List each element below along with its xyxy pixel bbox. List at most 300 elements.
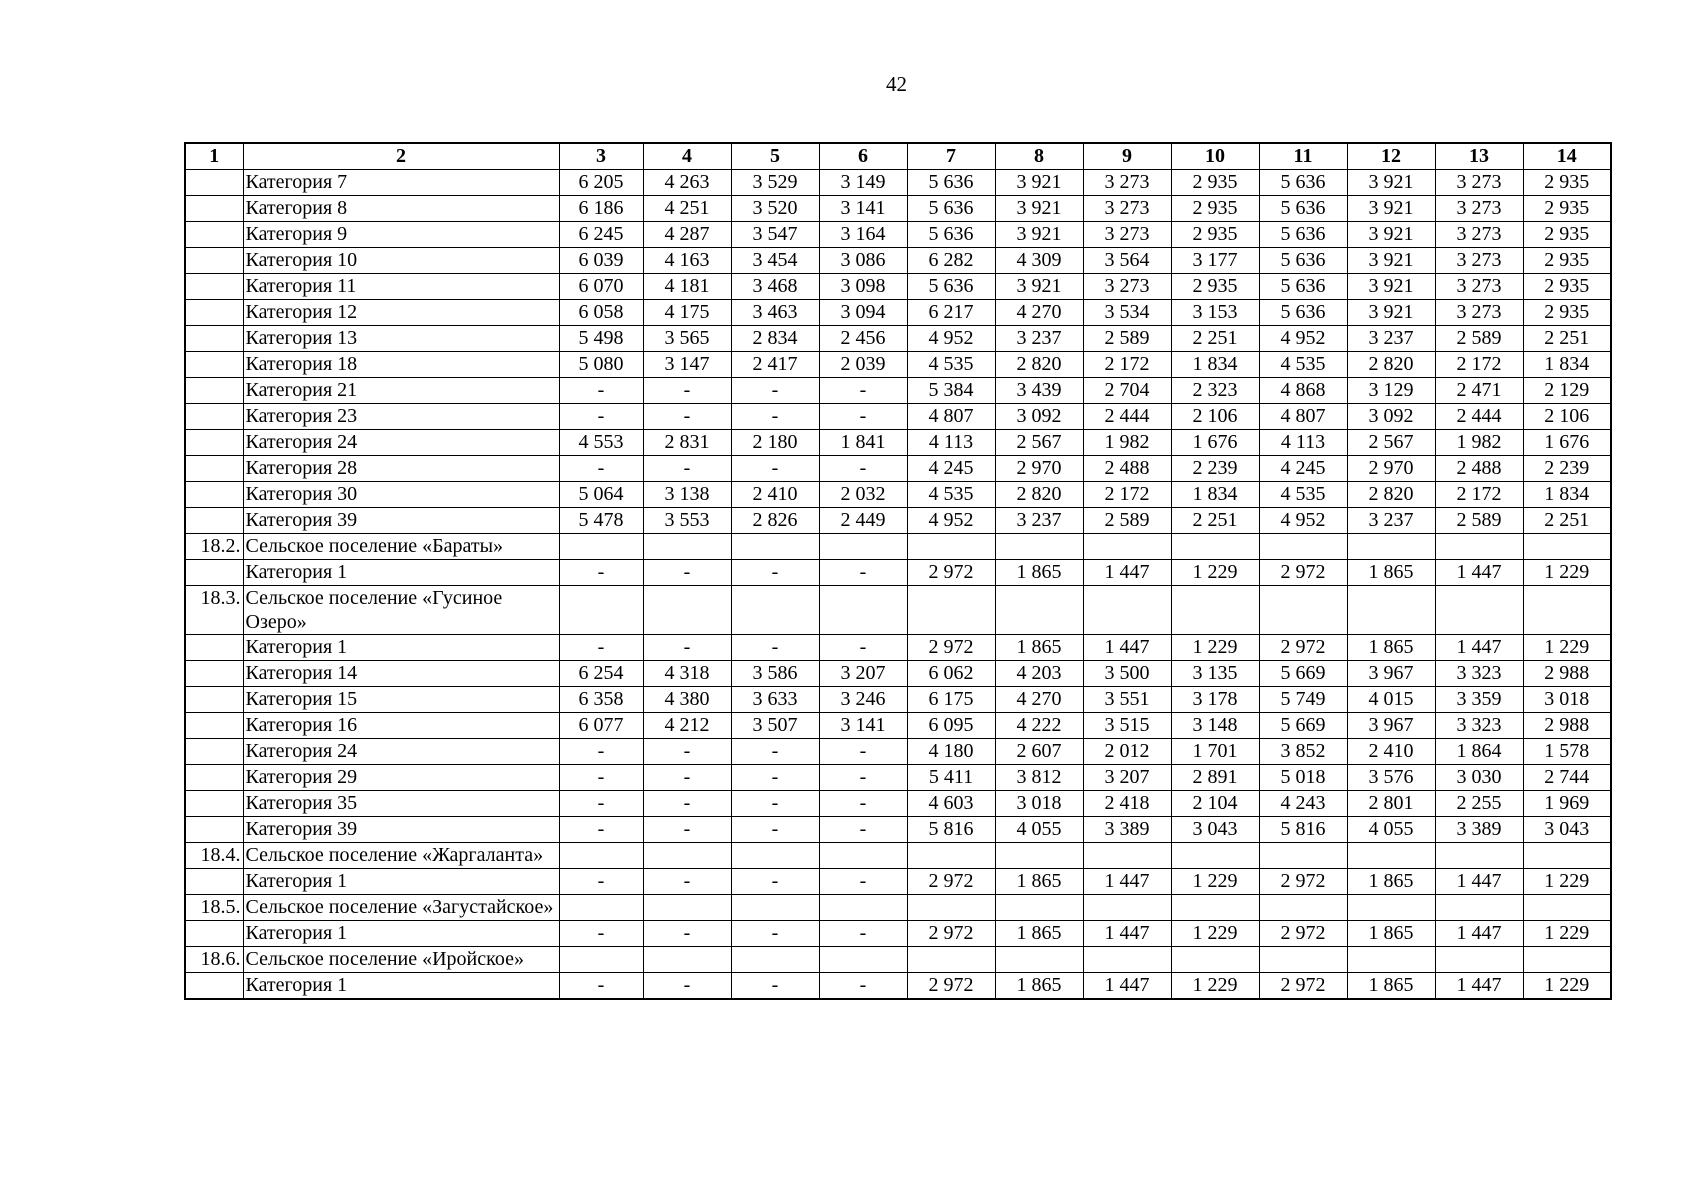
value-cell: 2 032 bbox=[819, 482, 907, 508]
value-cell: 2 826 bbox=[731, 508, 819, 534]
row-index bbox=[185, 869, 243, 895]
value-cell: - bbox=[731, 973, 819, 1000]
value-cell: 6 186 bbox=[559, 196, 643, 222]
value-cell: 4 807 bbox=[907, 404, 995, 430]
section-label: Сельское поселение «Бараты» bbox=[243, 534, 559, 560]
value-cell bbox=[1171, 586, 1259, 635]
row-index: 18.3. bbox=[185, 586, 243, 635]
section-row bbox=[185, 586, 1611, 635]
value-cell bbox=[1259, 534, 1347, 560]
value-cell: 2 820 bbox=[995, 482, 1083, 508]
value-cell bbox=[1259, 947, 1347, 973]
value-cell: 4 287 bbox=[643, 222, 731, 248]
value-cell bbox=[1523, 895, 1611, 921]
value-cell: 2 418 bbox=[1083, 791, 1171, 817]
value-cell: 5 636 bbox=[1259, 196, 1347, 222]
value-cell: - bbox=[643, 973, 731, 1000]
category-label: Категория 35 bbox=[243, 791, 559, 817]
tariff-table bbox=[184, 142, 1612, 1000]
value-cell: - bbox=[559, 456, 643, 482]
value-cell: 2 935 bbox=[1171, 196, 1259, 222]
value-cell: 2 567 bbox=[995, 430, 1083, 456]
row-index bbox=[185, 765, 243, 791]
value-cell: 3 463 bbox=[731, 300, 819, 326]
value-cell bbox=[643, 947, 731, 973]
value-cell: 3 237 bbox=[1347, 508, 1435, 534]
category-label: Категория 1 bbox=[243, 869, 559, 895]
value-cell: 2 970 bbox=[1347, 456, 1435, 482]
value-cell: 3 153 bbox=[1171, 300, 1259, 326]
value-cell: 2 251 bbox=[1523, 508, 1611, 534]
value-cell: 3 177 bbox=[1171, 248, 1259, 274]
value-cell bbox=[1259, 843, 1347, 869]
value-cell: 3 135 bbox=[1171, 661, 1259, 687]
value-cell bbox=[819, 843, 907, 869]
value-cell: 3 389 bbox=[1435, 817, 1523, 843]
value-cell bbox=[1435, 843, 1523, 869]
value-cell bbox=[907, 947, 995, 973]
value-cell: 4 807 bbox=[1259, 404, 1347, 430]
category-label: Категория 23 bbox=[243, 404, 559, 430]
value-cell: 2 970 bbox=[995, 456, 1083, 482]
value-cell: 1 229 bbox=[1171, 560, 1259, 586]
value-cell: 3 812 bbox=[995, 765, 1083, 791]
value-cell: 3 018 bbox=[1523, 687, 1611, 713]
value-cell: - bbox=[559, 791, 643, 817]
value-cell: 5 498 bbox=[559, 326, 643, 352]
value-cell bbox=[1083, 947, 1171, 973]
value-cell: 4 222 bbox=[995, 713, 1083, 739]
value-cell: - bbox=[731, 378, 819, 404]
table-row bbox=[185, 508, 1611, 534]
column-header: 9 bbox=[1083, 143, 1171, 170]
value-cell: 1 447 bbox=[1083, 973, 1171, 1000]
value-cell: 2 172 bbox=[1083, 482, 1171, 508]
value-cell: 3 500 bbox=[1083, 661, 1171, 687]
value-cell: 1 229 bbox=[1171, 921, 1259, 947]
row-index bbox=[185, 973, 243, 1000]
value-cell: 4 535 bbox=[907, 482, 995, 508]
value-cell: 4 263 bbox=[643, 170, 731, 196]
value-cell: 4 212 bbox=[643, 713, 731, 739]
value-cell: 3 273 bbox=[1083, 274, 1171, 300]
value-cell: 2 607 bbox=[995, 739, 1083, 765]
value-cell: - bbox=[559, 378, 643, 404]
column-header: 13 bbox=[1435, 143, 1523, 170]
value-cell: 4 055 bbox=[995, 817, 1083, 843]
value-cell: 2 039 bbox=[819, 352, 907, 378]
value-cell: 3 921 bbox=[995, 274, 1083, 300]
value-cell: 5 636 bbox=[1259, 300, 1347, 326]
value-cell: 5 749 bbox=[1259, 687, 1347, 713]
value-cell: 5 816 bbox=[907, 817, 995, 843]
value-cell: 3 921 bbox=[1347, 274, 1435, 300]
value-cell: 1 982 bbox=[1083, 430, 1171, 456]
table-row bbox=[185, 921, 1611, 947]
value-cell: 3 576 bbox=[1347, 765, 1435, 791]
value-cell: 2 820 bbox=[1347, 482, 1435, 508]
value-cell: 2 129 bbox=[1523, 378, 1611, 404]
value-cell: 2 935 bbox=[1523, 196, 1611, 222]
value-cell: 5 816 bbox=[1259, 817, 1347, 843]
value-cell: 2 972 bbox=[907, 635, 995, 661]
value-cell: 3 564 bbox=[1083, 248, 1171, 274]
value-cell: 1 865 bbox=[1347, 973, 1435, 1000]
row-index: 18.2. bbox=[185, 534, 243, 560]
column-header: 4 bbox=[643, 143, 731, 170]
value-cell: 6 095 bbox=[907, 713, 995, 739]
value-cell bbox=[731, 534, 819, 560]
value-cell bbox=[559, 947, 643, 973]
row-index bbox=[185, 482, 243, 508]
value-cell: 4 245 bbox=[907, 456, 995, 482]
value-cell: 3 520 bbox=[731, 196, 819, 222]
value-cell bbox=[1171, 895, 1259, 921]
column-header: 12 bbox=[1347, 143, 1435, 170]
table-row bbox=[185, 739, 1611, 765]
value-cell: - bbox=[819, 404, 907, 430]
value-cell: 2 820 bbox=[995, 352, 1083, 378]
value-cell: 3 092 bbox=[1347, 404, 1435, 430]
value-cell: 2 935 bbox=[1523, 170, 1611, 196]
value-cell: 3 129 bbox=[1347, 378, 1435, 404]
section-row bbox=[185, 895, 1611, 921]
value-cell: 2 744 bbox=[1523, 765, 1611, 791]
value-cell bbox=[559, 895, 643, 921]
category-label: Категория 16 bbox=[243, 713, 559, 739]
value-cell: 3 273 bbox=[1083, 222, 1171, 248]
value-cell: 1 676 bbox=[1171, 430, 1259, 456]
value-cell: 1 229 bbox=[1171, 869, 1259, 895]
value-cell: 3 030 bbox=[1435, 765, 1523, 791]
value-cell: 3 852 bbox=[1259, 739, 1347, 765]
value-cell: 3 141 bbox=[819, 196, 907, 222]
value-cell: 3 967 bbox=[1347, 713, 1435, 739]
value-cell: 2 834 bbox=[731, 326, 819, 352]
value-cell: 5 064 bbox=[559, 482, 643, 508]
value-cell: 6 217 bbox=[907, 300, 995, 326]
table-row bbox=[185, 791, 1611, 817]
value-cell bbox=[1347, 843, 1435, 869]
value-cell: 2 972 bbox=[1259, 921, 1347, 947]
value-cell: 3 586 bbox=[731, 661, 819, 687]
value-cell: 1 834 bbox=[1523, 482, 1611, 508]
value-cell: - bbox=[643, 817, 731, 843]
value-cell: - bbox=[731, 456, 819, 482]
value-cell: - bbox=[819, 869, 907, 895]
row-index bbox=[185, 817, 243, 843]
value-cell bbox=[819, 586, 907, 635]
category-label: Категория 28 bbox=[243, 456, 559, 482]
value-cell: - bbox=[819, 791, 907, 817]
value-cell bbox=[1435, 895, 1523, 921]
section-label: Сельское поселение «Загустайское» bbox=[243, 895, 559, 921]
value-cell: 1 229 bbox=[1523, 869, 1611, 895]
value-cell: 4 243 bbox=[1259, 791, 1347, 817]
value-cell: - bbox=[559, 869, 643, 895]
value-cell: 3 273 bbox=[1083, 196, 1171, 222]
value-cell bbox=[907, 843, 995, 869]
value-cell bbox=[559, 843, 643, 869]
value-cell: 1 447 bbox=[1083, 560, 1171, 586]
value-cell: 3 164 bbox=[819, 222, 907, 248]
value-cell: 2 972 bbox=[907, 560, 995, 586]
value-cell: - bbox=[819, 765, 907, 791]
value-cell: 4 113 bbox=[907, 430, 995, 456]
value-cell: - bbox=[559, 404, 643, 430]
row-index: 18.5. bbox=[185, 895, 243, 921]
row-index bbox=[185, 687, 243, 713]
column-header: 6 bbox=[819, 143, 907, 170]
value-cell: 1 865 bbox=[1347, 869, 1435, 895]
value-cell: - bbox=[819, 739, 907, 765]
table-row bbox=[185, 817, 1611, 843]
value-cell: 2 251 bbox=[1171, 326, 1259, 352]
value-cell: 3 273 bbox=[1083, 170, 1171, 196]
row-index bbox=[185, 791, 243, 817]
value-cell: 4 245 bbox=[1259, 456, 1347, 482]
value-cell bbox=[1083, 843, 1171, 869]
value-cell: 3 547 bbox=[731, 222, 819, 248]
value-cell: 4 603 bbox=[907, 791, 995, 817]
value-cell bbox=[1523, 947, 1611, 973]
category-label: Категория 24 bbox=[243, 739, 559, 765]
value-cell: 4 868 bbox=[1259, 378, 1347, 404]
value-cell: 2 801 bbox=[1347, 791, 1435, 817]
value-cell: 2 935 bbox=[1171, 222, 1259, 248]
value-cell: 4 015 bbox=[1347, 687, 1435, 713]
value-cell: 3 534 bbox=[1083, 300, 1171, 326]
value-cell bbox=[1435, 586, 1523, 635]
value-cell: 3 207 bbox=[819, 661, 907, 687]
value-cell: 1 865 bbox=[1347, 921, 1435, 947]
value-cell: - bbox=[643, 869, 731, 895]
section-label: Сельское поселение «Гусиное Озеро» bbox=[243, 586, 559, 635]
value-cell: 6 282 bbox=[907, 248, 995, 274]
value-cell: 3 237 bbox=[995, 508, 1083, 534]
value-cell: 2 935 bbox=[1523, 248, 1611, 274]
value-cell: 6 058 bbox=[559, 300, 643, 326]
value-cell: 4 203 bbox=[995, 661, 1083, 687]
value-cell bbox=[559, 534, 643, 560]
value-cell: 2 988 bbox=[1523, 713, 1611, 739]
value-cell: 4 318 bbox=[643, 661, 731, 687]
value-cell: - bbox=[819, 560, 907, 586]
row-index bbox=[185, 170, 243, 196]
value-cell: 3 468 bbox=[731, 274, 819, 300]
value-cell: 6 062 bbox=[907, 661, 995, 687]
value-cell: 5 636 bbox=[907, 170, 995, 196]
value-cell: 1 834 bbox=[1171, 352, 1259, 378]
value-cell: 3 921 bbox=[1347, 196, 1435, 222]
value-cell bbox=[731, 586, 819, 635]
value-cell: - bbox=[559, 739, 643, 765]
value-cell: 2 449 bbox=[819, 508, 907, 534]
table-row bbox=[185, 661, 1611, 687]
value-cell bbox=[1347, 895, 1435, 921]
column-header: 11 bbox=[1259, 143, 1347, 170]
row-index bbox=[185, 404, 243, 430]
value-cell: 1 701 bbox=[1171, 739, 1259, 765]
category-label: Категория 8 bbox=[243, 196, 559, 222]
value-cell: - bbox=[643, 791, 731, 817]
value-cell: 3 967 bbox=[1347, 661, 1435, 687]
value-cell: 6 039 bbox=[559, 248, 643, 274]
value-cell: - bbox=[559, 635, 643, 661]
value-cell: 1 982 bbox=[1435, 430, 1523, 456]
value-cell: 2 488 bbox=[1083, 456, 1171, 482]
value-cell: 1 447 bbox=[1435, 869, 1523, 895]
value-cell: - bbox=[731, 635, 819, 661]
row-index bbox=[185, 248, 243, 274]
value-cell: 3 507 bbox=[731, 713, 819, 739]
value-cell: 1 865 bbox=[995, 560, 1083, 586]
value-cell: 2 567 bbox=[1347, 430, 1435, 456]
value-cell: 2 239 bbox=[1171, 456, 1259, 482]
value-cell: 2 488 bbox=[1435, 456, 1523, 482]
category-label: Категория 15 bbox=[243, 687, 559, 713]
value-cell: 3 551 bbox=[1083, 687, 1171, 713]
value-cell: - bbox=[559, 560, 643, 586]
category-label: Категория 1 bbox=[243, 973, 559, 1000]
value-cell: 3 921 bbox=[995, 170, 1083, 196]
category-label: Категория 18 bbox=[243, 352, 559, 378]
value-cell: - bbox=[731, 921, 819, 947]
value-cell: 3 359 bbox=[1435, 687, 1523, 713]
column-header: 14 bbox=[1523, 143, 1611, 170]
value-cell: 2 104 bbox=[1171, 791, 1259, 817]
column-header: 1 bbox=[185, 143, 243, 170]
value-cell: 2 972 bbox=[1259, 560, 1347, 586]
value-cell bbox=[1347, 586, 1435, 635]
table-row bbox=[185, 973, 1611, 1000]
value-cell: 2 251 bbox=[1171, 508, 1259, 534]
category-label: Категория 7 bbox=[243, 170, 559, 196]
value-cell: 3 273 bbox=[1435, 248, 1523, 274]
column-header: 10 bbox=[1171, 143, 1259, 170]
page-number: 42 bbox=[886, 72, 907, 96]
value-cell: 1 578 bbox=[1523, 739, 1611, 765]
value-cell: - bbox=[643, 635, 731, 661]
row-index bbox=[185, 560, 243, 586]
value-cell: 2 106 bbox=[1523, 404, 1611, 430]
category-label: Категория 1 bbox=[243, 560, 559, 586]
column-header: 7 bbox=[907, 143, 995, 170]
value-cell: 3 138 bbox=[643, 482, 731, 508]
value-cell bbox=[731, 895, 819, 921]
value-cell bbox=[643, 586, 731, 635]
value-cell: 1 447 bbox=[1435, 921, 1523, 947]
value-cell: 5 411 bbox=[907, 765, 995, 791]
value-cell: 2 972 bbox=[907, 973, 995, 1000]
value-cell: 5 478 bbox=[559, 508, 643, 534]
value-cell bbox=[1435, 947, 1523, 973]
value-cell: - bbox=[731, 765, 819, 791]
row-index bbox=[185, 326, 243, 352]
value-cell: 3 633 bbox=[731, 687, 819, 713]
value-cell: - bbox=[731, 560, 819, 586]
column-header: 2 bbox=[243, 143, 559, 170]
table-row bbox=[185, 352, 1611, 378]
value-cell: 2 180 bbox=[731, 430, 819, 456]
value-cell: - bbox=[731, 739, 819, 765]
table-row bbox=[185, 196, 1611, 222]
value-cell bbox=[1083, 586, 1171, 635]
value-cell: - bbox=[819, 921, 907, 947]
value-cell: 2 935 bbox=[1171, 170, 1259, 196]
value-cell: 2 444 bbox=[1083, 404, 1171, 430]
row-index bbox=[185, 661, 243, 687]
section-row bbox=[185, 947, 1611, 973]
value-cell bbox=[907, 895, 995, 921]
value-cell: - bbox=[643, 404, 731, 430]
value-cell: 1 447 bbox=[1083, 635, 1171, 661]
value-cell: 2 820 bbox=[1347, 352, 1435, 378]
value-cell: 1 865 bbox=[1347, 560, 1435, 586]
value-cell: 5 636 bbox=[907, 274, 995, 300]
row-index bbox=[185, 921, 243, 947]
value-cell: 3 323 bbox=[1435, 713, 1523, 739]
value-cell: 3 246 bbox=[819, 687, 907, 713]
row-index bbox=[185, 456, 243, 482]
value-cell: 2 410 bbox=[1347, 739, 1435, 765]
value-cell bbox=[731, 843, 819, 869]
table-row bbox=[185, 687, 1611, 713]
row-index: 18.6. bbox=[185, 947, 243, 973]
value-cell: - bbox=[819, 817, 907, 843]
value-cell: 3 565 bbox=[643, 326, 731, 352]
value-cell: - bbox=[559, 765, 643, 791]
value-cell: - bbox=[643, 456, 731, 482]
value-cell: 2 972 bbox=[907, 921, 995, 947]
row-index bbox=[185, 352, 243, 378]
value-cell: 6 254 bbox=[559, 661, 643, 687]
value-cell: 1 834 bbox=[1171, 482, 1259, 508]
category-label: Категория 24 bbox=[243, 430, 559, 456]
value-cell: - bbox=[819, 973, 907, 1000]
value-cell: 3 018 bbox=[995, 791, 1083, 817]
value-cell: 2 589 bbox=[1435, 508, 1523, 534]
row-index bbox=[185, 196, 243, 222]
value-cell bbox=[731, 947, 819, 973]
table-row bbox=[185, 482, 1611, 508]
value-cell: 3 921 bbox=[1347, 222, 1435, 248]
value-cell: 6 070 bbox=[559, 274, 643, 300]
value-cell: 4 952 bbox=[907, 326, 995, 352]
value-cell: 3 043 bbox=[1523, 817, 1611, 843]
value-cell: 4 270 bbox=[995, 687, 1083, 713]
value-cell: 3 529 bbox=[731, 170, 819, 196]
value-cell: 3 147 bbox=[643, 352, 731, 378]
value-cell: 2 323 bbox=[1171, 378, 1259, 404]
value-cell bbox=[1259, 586, 1347, 635]
value-cell bbox=[1083, 534, 1171, 560]
value-cell: 3 273 bbox=[1435, 196, 1523, 222]
value-cell: 3 921 bbox=[1347, 300, 1435, 326]
table-row bbox=[185, 456, 1611, 482]
value-cell: 1 447 bbox=[1083, 921, 1171, 947]
value-cell: 1 229 bbox=[1523, 635, 1611, 661]
table-row bbox=[185, 248, 1611, 274]
value-cell: 5 636 bbox=[1259, 222, 1347, 248]
value-cell bbox=[995, 586, 1083, 635]
value-cell: 1 969 bbox=[1523, 791, 1611, 817]
value-cell: 3 273 bbox=[1435, 300, 1523, 326]
value-cell: - bbox=[731, 817, 819, 843]
value-cell: 5 018 bbox=[1259, 765, 1347, 791]
table-row bbox=[185, 274, 1611, 300]
value-cell: 4 553 bbox=[559, 430, 643, 456]
